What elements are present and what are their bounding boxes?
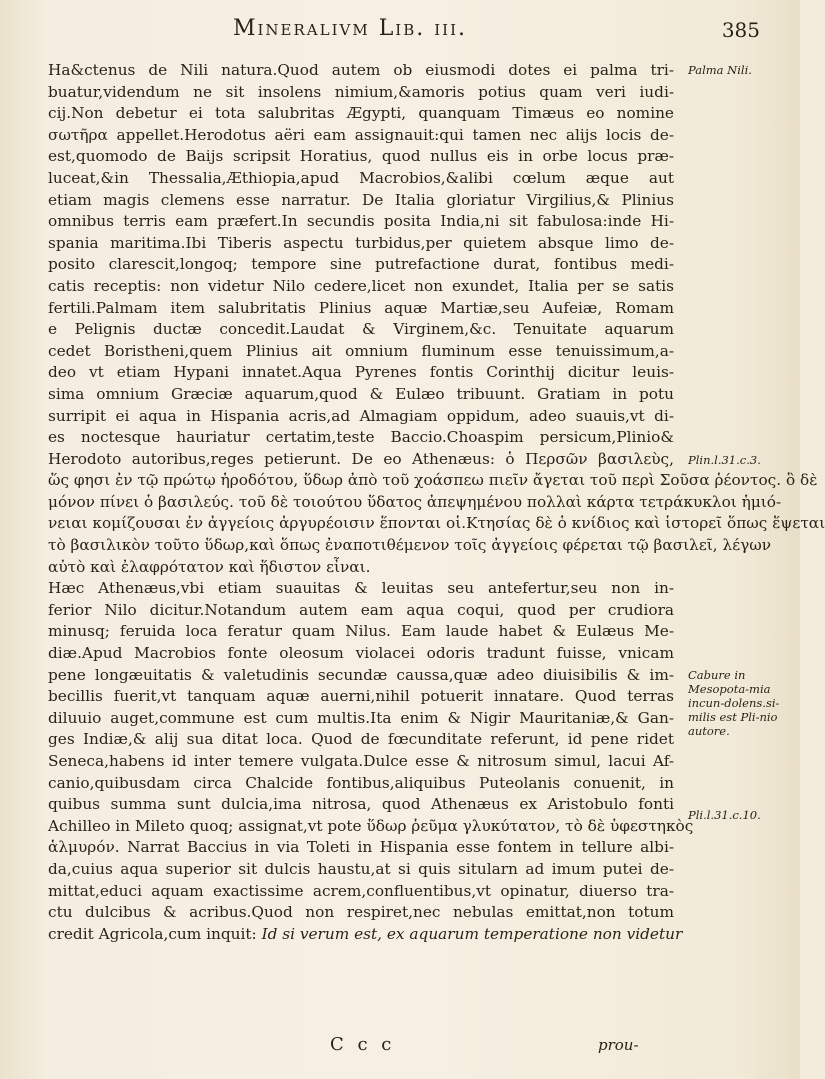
- text-line: luceat,&in Thessalia,Æthiopia,apud Macrobios,&alibi cœlum æque aut: [48, 168, 674, 187]
- text-line: deo vt etiam Hypani innatet.Aqua Pyrenes fontis Corinthij dicitur leuis-: [48, 363, 674, 382]
- text-line: Achilleo in Mileto quoq; assignat,vt pote ὕδωρ ῥεῦμα γλυκύτατον, τὸ δὲ ὑφεστηκὸς: [48, 816, 694, 835]
- margin-note: Pli.l.31.c.10.: [688, 808, 761, 822]
- text-line: e Pelignis ductæ concedit.Laudat & Virginem,&c. Tenuitate aquarum: [48, 320, 674, 339]
- greek-quote-line: μόνον πίνει ὁ βασιλεύς. τοῦ δὲ τοιούτου ὕδατος ἀπεψημένου πολλαὶ κάρτα τετράκυκλοι ἡμιό-: [48, 492, 782, 511]
- text-line: Ha&ctenus de Nili natura.Quod autem ob eiusmodi dotes ei palma tri-: [48, 61, 674, 79]
- text-line: Hæc Athenæus,vbi etiam suauitas & leuitas seu antefertur,seu non in-: [48, 579, 674, 598]
- margin-note: Cabure in Mesopota-mia incun-dolens.si-milis est Pli-nio autore.: [688, 668, 780, 738]
- running-head: Mineralivm Lib. iii.: [232, 16, 468, 41]
- text-line: es noctesque hauriatur certatim,teste Baccio.Choaspim persicum,Plinio&: [48, 428, 674, 447]
- text-line: mittat,educi aquam exactissime acrem,confluentibus,vt opinatur, diuerso tra-: [48, 881, 674, 900]
- text-line: diluuio auget,commune est cum multis.Ita enim & Nigir Mauritaniæ,& Gan-: [48, 708, 674, 727]
- text-line: Seneca,habens id inter temere vulgata.Dulce esse & nitrosum simul, lacui Af-: [48, 752, 674, 770]
- text-line: cij.Non debetur ei tota salubritas Ægypti, quanquam Timæus eo nomine: [48, 104, 674, 123]
- greek-quote-line: τὸ βασιλικὸν τοῦτο ὕδωρ,καὶ ὅπως ἐναποτιθέμενον τοῖς ἀγγείοις φέρεται τῷ βασιλεῖ, λέγων: [48, 536, 772, 555]
- text-line: canio,quibusdam circa Chalcide fontibus,aliquibus Puteolanis conuenit, in: [48, 773, 674, 792]
- text-line: quibus summa sunt dulcia,ima nitrosa, quod Athenæus ex Aristobulo fonti: [48, 795, 674, 814]
- text-line: credit Agricola,cum inquit: Id si verum est, ex aquarum temperatione non videtur: [48, 924, 683, 943]
- margin-note: Palma Nili.: [688, 63, 752, 77]
- greek-quote-line: ὥς φησι ἐν τῷ πρώτῳ ἡροδότου, ὕδωρ ἀπὸ τοῦ χοάσπεω πιεῖν ἄγεται τοῦ περὶ Σοῦσα ῥέοντος. ὃ δὲ: [48, 471, 818, 490]
- page-number: 385: [721, 18, 760, 42]
- text-line: posito clarescit,longoq; tempore sine putrefactione durat, fontibus medi-: [48, 255, 674, 274]
- greek-quote-line: αὐτὸ καὶ ἐλαφρότατον καὶ ἥδιστον εἶναι.: [48, 557, 371, 576]
- text-line: fertili.Palmam item salubritatis Plinius aquæ Martiæ,seu Aufeiæ, Romam: [48, 298, 674, 317]
- text-line: Herodoto autoribus,reges petierunt. De eo Athenæus: ὁ Περσῶν βασιλεὺς,: [48, 449, 674, 468]
- page-header: [0, 10, 800, 50]
- text-line: σωτῆρα appellet.Herodotus aëri eam assignauit:qui tamen nec alijs locis de-: [48, 125, 674, 144]
- text-line: becillis fuerit,vt tanquam aquæ auerni,nihil potuerit innatare. Quod terras: [48, 687, 674, 706]
- text-line: ctu dulcibus & acribus.Quod non respiret,nec nebulas emittat,non totum: [48, 903, 674, 922]
- text-line: minusq; feruida loca feratur quam Nilus. Eam laude habet & Eulæus Me-: [48, 622, 674, 641]
- text-line: cedet Boristheni,quem Plinius ait omnium fluminum esse tenuissimum,a-: [48, 341, 674, 360]
- text-line: ges Indiæ,& alij sua ditat loca. Quod de fœcunditate referunt, id pene ridet: [48, 730, 674, 749]
- text-line: ἁλμυρόν. Narrat Baccius in via Toleti in Hispania esse fontem in tellure albi-: [48, 838, 674, 857]
- text-line: sima omnium Græciæ aquarum,quod & Eulæo tribuunt. Gratiam in potu: [48, 384, 674, 403]
- page-footer: [0, 1034, 800, 1064]
- text-line: ferior Nilo dicitur.Notandum autem eam aqua coqui, quod per crudiora: [48, 600, 674, 619]
- text-line: diæ.Apud Macrobios fonte oleosum violacei odoris tradunt fuisse, vnicam: [48, 644, 674, 663]
- text-line: est,quomodo de Baijs scripsit Horatius, quod nullus eis in orbe locus præ-: [48, 147, 674, 166]
- text-line: omnibus terris eam præfert.In secundis posita India,ni sit fabulosa:inde Hi-: [48, 212, 674, 231]
- greek-quote-line: νειαι κομίζουσαι ἐν ἀγγείοις ἀργυρέοισιν ἕπονται οἱ.Κτησίας δὲ ὁ κνίδιος καὶ ἱστορεῖ ὅπως ἕψεται: [48, 514, 825, 533]
- quotation-italic: Id si verum est, ex aquarum temperatione non videtur: [261, 924, 683, 943]
- text-line: catis receptis: non videtur Nilo cedere,licet non exundet, Italia per se satis: [48, 276, 674, 295]
- text-line: spania maritima.Ibi Tiberis aspectu turbidus,per quietem absque limo de-: [48, 233, 674, 252]
- text-line: etiam magis clemens esse narratur. De Italia gloriatur Virgilius,& Plinius: [48, 190, 674, 209]
- text-line: surripit ei aqua in Hispania acris,ad Almagiam oppidum, adeo suauis,vt di-: [48, 406, 674, 425]
- catchword: prou-: [598, 1036, 639, 1054]
- signature-mark: C c c: [330, 1034, 396, 1055]
- text-line: da,cuius aqua superior sit dulcis haustu,at si quis sitularn ad imum putei de-: [48, 859, 674, 878]
- margin-note: Plin.l.31.c.3.: [688, 453, 761, 467]
- text-line: pene longæuitatis & valetudinis secundæ caussa,quæ adeo diuisibilis & im-: [48, 665, 674, 684]
- text-line: buatur,videndum ne sit insolens nimium,&amoris potius quam veri iudi-: [48, 82, 674, 101]
